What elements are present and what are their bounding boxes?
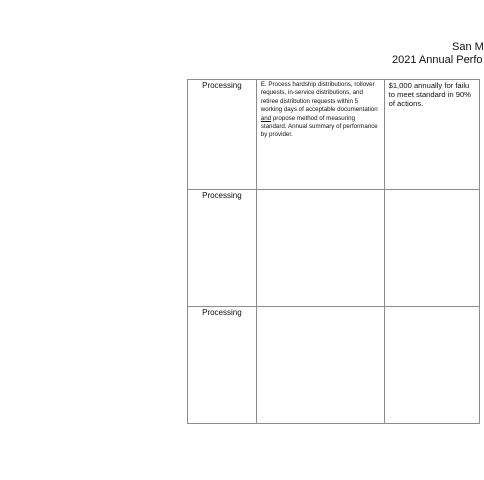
document-title-line-1: San M bbox=[452, 41, 484, 53]
table-row bbox=[188, 307, 480, 424]
category-cell bbox=[188, 80, 257, 190]
standard-description-cell bbox=[256, 190, 384, 307]
category-cell bbox=[188, 190, 257, 307]
penalty-cell bbox=[384, 307, 479, 424]
standard-description-cell bbox=[256, 307, 384, 424]
penalty-text bbox=[385, 80, 479, 109]
description-text: E. Process hardship distributions, rollover requests, in-service distributions, and retiree distribution requests within 5 working days of acceptable documentation bbox=[260, 81, 378, 114]
category-label: Processing bbox=[202, 308, 242, 317]
category-cell bbox=[188, 307, 257, 424]
performance-standards-table bbox=[187, 79, 480, 424]
table-row bbox=[188, 190, 480, 307]
penalty-line: to meet standard in 90% bbox=[388, 90, 471, 100]
penalty-line: $1,000 annually for failu bbox=[388, 81, 470, 90]
penalty-cell bbox=[384, 190, 479, 307]
category-label: Processing bbox=[202, 191, 242, 200]
table-row bbox=[188, 80, 480, 190]
penalty-cell bbox=[384, 80, 479, 190]
description-text-continued: propose method of measuring standard. Annual summary of performance by provider. bbox=[260, 114, 378, 139]
standard-description-cell bbox=[256, 80, 384, 190]
category-label: Processing bbox=[202, 81, 242, 90]
description-underlined-word: and bbox=[260, 114, 272, 122]
document-title-line-2: 2021 Annual Perfo bbox=[392, 54, 483, 66]
penalty-line: of actions. bbox=[388, 99, 424, 109]
standard-description bbox=[257, 80, 384, 140]
